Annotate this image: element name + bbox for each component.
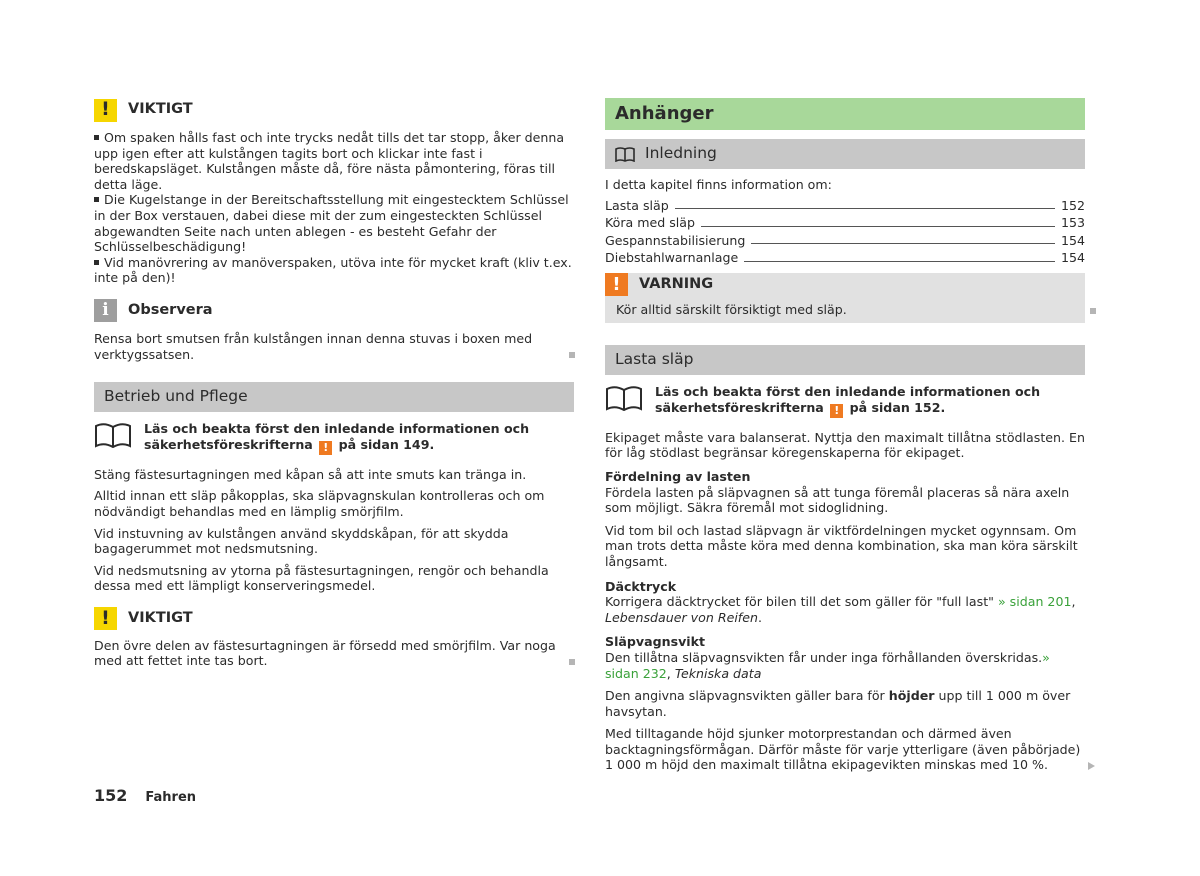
subheading: Släpvagnsvikt <box>605 634 706 650</box>
end-mark-icon <box>1090 308 1096 314</box>
footer-chapter: Fahren <box>145 790 197 805</box>
observera-header <box>94 299 574 323</box>
right-column <box>605 98 1085 773</box>
observera-box <box>94 299 574 362</box>
danger-icon: ! <box>605 273 628 296</box>
viktigt-text: Den övre delen av fästesurtagningen är försedd med smörjfilm. Var noga med att fettet inte tas bort. <box>94 637 556 669</box>
info-icon: i <box>94 299 117 322</box>
section-heading-betrieb <box>94 382 574 412</box>
observera-title: Observera <box>128 302 213 319</box>
reference-text: Läs och beakta först den inledande informationen och säkerhetsföreskrifterna ! på sidan 152. <box>655 384 1041 417</box>
toc-list <box>605 196 1085 266</box>
toc-item[interactable]: Gespannstabilisierung 154 <box>605 232 1085 248</box>
chapter-title: Anhänger <box>615 103 714 125</box>
toc-item[interactable]: Diebstahlwarnanlage 154 <box>605 250 1085 265</box>
section-title: Betrieb und Pflege <box>104 387 248 406</box>
paragraph: Stäng fästesurtagningen med kåpan så att inte smuts kan tränga in. <box>94 466 527 482</box>
observera-text: Rensa bort smutsen från kulstången innan denna stuvas i boxen med verktygssatsen. <box>94 330 533 362</box>
viktigt-header <box>94 607 574 631</box>
intro-text: I detta kapitel finns information om: <box>605 177 832 192</box>
warning-mark-icon: ! <box>830 404 843 418</box>
viktigt-title: VIKTIGT <box>128 610 193 627</box>
reference-text: Läs och beakta först den inledande informationen och säkerhetsföreskrifterna ! på sidan 149. <box>144 421 530 454</box>
paragraph: Med tilltagande höjd sjunker motorprestandan och därmed även backtagningsförmågan. Därför måste för varje ytterligare (även påbörjade) 1 000 m höjd den maximalt tillåtna ekipagevikten minskas med 10 %. <box>605 726 1081 773</box>
toc-item[interactable]: Lasta släp 152 <box>605 197 1085 213</box>
intro-title: Inledning <box>645 144 717 163</box>
section-heading-lasta-slap <box>605 345 1085 375</box>
viktigt-header <box>94 98 574 122</box>
book-icon <box>605 385 643 411</box>
varning-text: Kör alltid särskilt försiktigt med släp. <box>616 301 847 317</box>
page-number: 152 <box>94 786 128 805</box>
viktigt-box-1 <box>94 98 574 286</box>
paragraph: Fördela lasten på släpvagnen så att tunga föremål placeras så nära axeln som möjligt. Säkra föremål mot sidoglidning. <box>605 484 1070 516</box>
toc-item[interactable]: Köra med släp 153 <box>605 215 1085 230</box>
safety-reference <box>94 421 574 455</box>
page-link[interactable]: » sidan 232 <box>605 649 1050 681</box>
end-mark-icon <box>569 659 575 665</box>
fordelning-block <box>605 469 1085 516</box>
paragraph: Vid nedsmutsning av ytorna på fästesurtagningen, rengör och behandla dessa med ett lämpligt konserveringsmedel. <box>94 562 549 594</box>
intro-heading <box>605 139 1085 169</box>
book-icon <box>615 147 635 162</box>
paragraph: Den angivna släpvagnsvikten gäller bara för höjder upp till 1 000 m över havsytan. <box>605 688 1071 719</box>
dacktryck-block <box>605 579 1085 626</box>
exclamation-icon: ! <box>94 99 117 122</box>
section-title: Lasta släp <box>615 350 694 369</box>
paragraph: Vid tom bil och lastad släpvagn är viktfördelningen mycket ogynnsam. Om man trots detta måste köra med denna kombination, ska man köra särskilt långsamt. <box>605 522 1078 569</box>
page-footer <box>94 786 196 805</box>
bullet-item: Die Kugelstange in der Bereitschaftsstellung mit eingestecktem Schlüssel in der Box verstauen, dabei diese mit der zum eingesteckten Schlüssel abgewandten Seite nach unten ablegen - es besteht Gefahr der Schlüsselbeschädigung! <box>94 192 569 255</box>
end-mark-icon <box>569 352 575 358</box>
continue-arrow-icon <box>1088 762 1095 770</box>
book-icon <box>94 422 132 448</box>
paragraph: Korrigera däcktrycket för bilen till det som gäller för "full last" » sidan 201, Lebensdauer von Reifen. <box>605 594 1076 625</box>
paragraph: Vid instuvning av kulstången använd skyddskåpan, för att skydda bagagerummet mot nedsmutsning. <box>94 525 509 557</box>
chapter-heading <box>605 98 1085 130</box>
viktigt-title: VIKTIGT <box>128 101 193 118</box>
paragraph: Ekipaget måste vara balanserat. Nyttja den maximalt tillåtna stödlasten. En för låg stödlast begränsar köregenskaperna för ekipaget. <box>605 429 1085 461</box>
varning-header <box>605 273 1085 297</box>
left-column <box>94 98 574 669</box>
page-link[interactable]: » sidan 201 <box>997 594 1072 610</box>
varning-box <box>605 273 1085 324</box>
paragraph-wrap <box>605 726 1085 773</box>
viktigt-box-2 <box>94 607 574 669</box>
subheading: Fördelning av lasten <box>605 468 751 484</box>
paragraph: Alltid innan ett släp påkopplas, ska släpvagnskulan kontrolleras och om nödvändigt behandlas med en lämplig smörjfilm. <box>94 488 545 519</box>
subheading: Däcktryck <box>605 578 677 594</box>
safety-reference <box>605 384 1085 418</box>
bullet-item: Om spaken hålls fast och inte trycks nedåt tills det tar stopp, åker denna upp igen efter att kulstången tagits bort och klickar inte fast i beredskapsläget. Kulstången måste då, före nästa påmontering, föras till detta läge. <box>94 130 565 192</box>
paragraph: Den tillåtna släpvagnsvikten får under inga förhållanden överskridas.» sidan 232, Tekniska data <box>605 649 1050 681</box>
varning-title: VARNING <box>639 275 714 292</box>
exclamation-icon: ! <box>94 607 117 630</box>
slapvagnsvikt-block <box>605 634 1085 681</box>
warning-mark-icon: ! <box>319 441 332 455</box>
bullet-item: Vid manövrering av manöverspaken, utöva inte för mycket kraft (kliv t.ex. inte på den)! <box>94 254 572 286</box>
